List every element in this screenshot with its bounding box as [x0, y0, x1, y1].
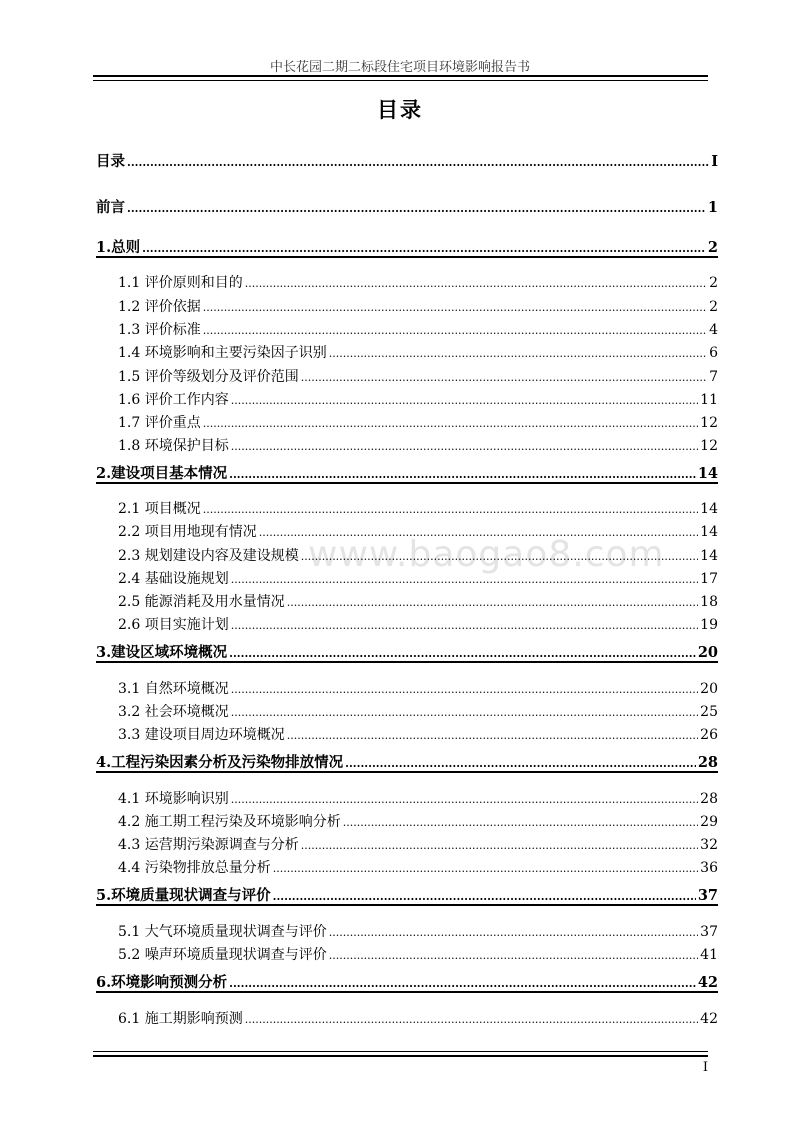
toc-entry-label: 4.3 运营期污染源调查与分析: [118, 837, 299, 853]
toc-section-entry[interactable]: [118, 811, 718, 831]
toc-dot-leader: [245, 277, 707, 290]
toc-section-entry[interactable]: [118, 944, 718, 964]
toc-section-entry[interactable]: [118, 834, 718, 854]
toc-entry-page: 6: [709, 345, 718, 361]
toc-section-entry[interactable]: [118, 296, 718, 316]
toc-entry-page: 7: [709, 369, 718, 385]
toc-entry-page: 29: [700, 814, 718, 830]
toc-dot-leader: [343, 816, 698, 829]
toc-dot-leader: [231, 573, 698, 586]
toc-chapter-entry[interactable]: [96, 150, 718, 171]
toc-dot-leader: [229, 647, 696, 660]
toc-section-entry[interactable]: [118, 412, 718, 432]
toc-dot-leader: [329, 949, 698, 962]
toc-chapter-entry[interactable]: [96, 196, 718, 217]
footer-page-number: I: [702, 1060, 708, 1075]
toc-section-entry[interactable]: [118, 389, 718, 409]
toc-chapter-entry[interactable]: [96, 462, 718, 483]
toc-entry-label: 3.2 社会环境概况: [118, 704, 229, 720]
toc-section-entry[interactable]: [118, 788, 718, 808]
toc-chapter-entry[interactable]: [96, 751, 718, 772]
toc-section-entry[interactable]: [118, 614, 718, 634]
toc-entry-page: 28: [700, 791, 718, 807]
toc-entry-page: 17: [700, 571, 718, 587]
toc-entry-label: 5.1 大气环境质量现状调查与评价: [118, 924, 327, 940]
toc-entry-label: 4.4 污染物排放总量分析: [118, 860, 271, 876]
footer-rule-thin: [93, 1051, 708, 1052]
toc-entry-page: 37: [700, 924, 718, 940]
toc-entry-label: 1.4 环境影响和主要污染因子识别: [118, 345, 327, 361]
toc-section-entry[interactable]: [118, 545, 718, 565]
toc-entry-label: 6.环境影响预测分析: [96, 974, 228, 991]
toc-entry-page: 14: [697, 465, 718, 482]
toc-chapter-underline: [96, 661, 718, 663]
toc-dot-leader: [301, 839, 698, 852]
toc-chapter-entry[interactable]: [96, 641, 718, 662]
toc-chapter-entry[interactable]: [96, 971, 718, 992]
toc-entry-page: 42: [697, 974, 718, 991]
toc-entry-label: 3.3 建设项目周边环境概况: [118, 727, 285, 743]
toc-entry-label: 4.工程污染因素分析及污染物排放情况: [96, 754, 344, 771]
toc-dot-leader: [203, 417, 698, 430]
running-header: 中长花园二期二标段住宅项目环境影响报告书: [269, 60, 530, 75]
toc-chapter-underline: [96, 256, 718, 258]
toc-dot-leader: [229, 977, 696, 990]
toc-entry-label: 5.环境质量现状调查与评价: [96, 887, 271, 904]
toc-chapter-underline: [96, 991, 718, 993]
toc-chapter-entry[interactable]: [96, 884, 718, 905]
toc-entry-page: 4: [709, 322, 718, 338]
toc-section-entry[interactable]: [118, 272, 718, 292]
toc-section-entry[interactable]: [118, 678, 718, 698]
toc-entry-label: 1.6 评价工作内容: [118, 392, 229, 408]
toc-entry-page: 36: [700, 860, 718, 876]
watermark: www.baogao8.com: [308, 534, 665, 575]
toc-chapter-entry[interactable]: [96, 236, 718, 257]
toc-entry-label: 2.6 项目实施计划: [118, 617, 229, 633]
toc-entry-label: 5.2 噪声环境质量现状调查与评价: [118, 947, 327, 963]
toc-section-entry[interactable]: [118, 435, 718, 455]
toc-entry-page: 18: [700, 594, 718, 610]
toc-section-entry[interactable]: [118, 1008, 718, 1028]
toc-entry-label: 1.5 评价等级划分及评价范围: [118, 369, 299, 385]
toc-entry-label: 1.1 评价原则和目的: [118, 275, 243, 291]
toc-entry-label: 1.3 评价标准: [118, 322, 201, 338]
toc-section-entry[interactable]: [118, 701, 718, 721]
toc-dot-leader: [231, 394, 698, 407]
toc-chapter-underline: [96, 482, 718, 484]
toc-entry-page: 14: [700, 524, 718, 540]
toc-dot-leader: [273, 862, 698, 875]
toc-entry-label: 1.8 环境保护目标: [118, 438, 229, 454]
toc-entry-page: 20: [697, 644, 718, 661]
toc-dot-leader: [203, 503, 698, 516]
toc-entry-label: 2.1 项目概况: [118, 501, 201, 517]
toc-entry-page: 2: [707, 239, 718, 256]
toc-dot-leader: [345, 757, 696, 770]
toc-dot-leader: [203, 301, 707, 314]
toc-dot-leader: [287, 596, 698, 609]
toc-dot-leader: [231, 440, 698, 453]
toc-entry-page: 12: [700, 415, 718, 431]
toc-entry-page: 14: [700, 548, 718, 564]
toc-dot-leader: [231, 793, 698, 806]
toc-chapter-underline: [96, 771, 718, 773]
toc-entry-label: 1.总则: [96, 239, 141, 256]
toc-entry-page: 19: [700, 617, 718, 633]
toc-dot-leader: [329, 926, 698, 939]
toc-entry-page: 28: [697, 754, 718, 771]
toc-dot-leader: [273, 890, 696, 903]
toc-entry-label: 4.1 环境影响识别: [118, 791, 229, 807]
toc-entry-page: 41: [700, 947, 718, 963]
toc-entry-page: 37: [697, 887, 718, 904]
toc-dot-leader: [245, 1013, 698, 1026]
toc-dot-leader: [287, 729, 698, 742]
toc-entry-page: 25: [700, 704, 718, 720]
toc-dot-leader: [301, 371, 707, 384]
toc-dot-leader: [231, 706, 698, 719]
toc-entry-label: 4.2 施工期工程污染及环境影响分析: [118, 814, 341, 830]
toc-section-entry[interactable]: [118, 498, 718, 518]
toc-section-entry[interactable]: [118, 342, 718, 362]
toc-entry-page: 14: [700, 501, 718, 517]
toc-entry-label: 前言: [96, 199, 125, 216]
toc-entry-page: 12: [700, 438, 718, 454]
toc-entry-page: 42: [700, 1011, 718, 1027]
toc-entry-label: 2.3 规划建设内容及建设规模: [118, 548, 299, 564]
toc-entry-label: 1.2 评价依据: [118, 299, 201, 315]
toc-entry-page: 2: [709, 275, 718, 291]
toc-entry-page: I: [711, 153, 718, 170]
toc-chapter-underline: [96, 904, 718, 906]
toc-dot-leader: [203, 324, 707, 337]
toc-entry-label: 目录: [96, 153, 125, 170]
toc-entry-label: 2.5 能源消耗及用水量情况: [118, 594, 285, 610]
toc-entry-label: 6.1 施工期影响预测: [118, 1011, 243, 1027]
toc-dot-leader: [301, 550, 698, 563]
toc-entry-label: 3.建设区域环境概况: [96, 644, 228, 661]
toc-dot-leader: [259, 526, 698, 539]
toc-section-entry[interactable]: [118, 724, 718, 744]
toc-dot-leader: [329, 347, 707, 360]
toc-section-entry[interactable]: [118, 319, 718, 339]
toc-entry-label: 3.1 自然环境概况: [118, 681, 229, 697]
toc-entry-page: 1: [707, 199, 718, 216]
toc-entry-page: 32: [700, 837, 718, 853]
toc-entry-label: 1.7 评价重点: [118, 415, 201, 431]
toc-dot-leader: [142, 242, 706, 255]
toc-entry-page: 26: [700, 727, 718, 743]
toc-section-entry[interactable]: [118, 857, 718, 877]
toc-section-entry[interactable]: [118, 921, 718, 941]
toc-dot-leader: [127, 156, 709, 169]
toc-entry-page: 11: [700, 392, 718, 408]
footer-rule-thick: [93, 1055, 708, 1057]
toc-section-entry[interactable]: [118, 591, 718, 611]
toc-section-entry[interactable]: [118, 521, 718, 541]
toc-dot-leader: [231, 683, 698, 696]
toc-entry-label: 2.4 基础设施规划: [118, 571, 229, 587]
toc-entry-page: 20: [700, 681, 718, 697]
page-title: 目录: [377, 98, 423, 122]
toc-dot-leader: [231, 619, 698, 632]
toc-entry-label: 2.建设项目基本情况: [96, 465, 228, 482]
toc-section-entry[interactable]: [118, 568, 718, 588]
toc-section-entry[interactable]: [118, 366, 718, 386]
toc-dot-leader: [127, 202, 706, 215]
toc-dot-leader: [229, 468, 696, 481]
toc-entry-label: 2.2 项目用地现有情况: [118, 524, 257, 540]
toc-entry-page: 2: [709, 299, 718, 315]
